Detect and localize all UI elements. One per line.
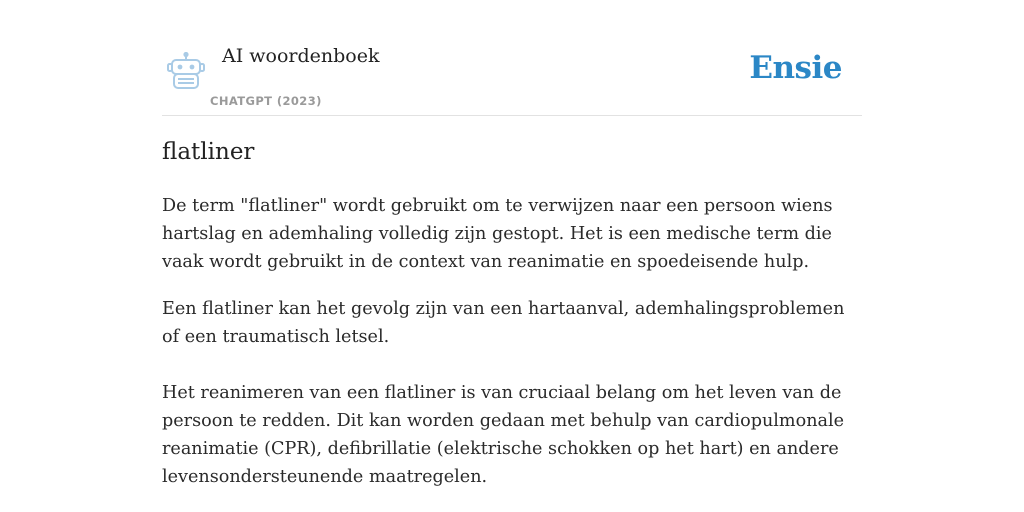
definition-paragraph: Een flatliner kan het gevolg zijn van een hartaanval, ademhalingsproblemen of een traumatisch letsel.	[162, 299, 845, 347]
content-container	[162, 0, 862, 487]
definition-paragraph: De term "flatliner" wordt gebruikt om te verwijzen naar een persoon wiens hartslag en ademhaling volledig zijn gestopt. Het is een medische term die vaak wordt gebruikt in de context van reanimatie en spoedeisende hulp.	[162, 196, 833, 272]
definition-paragraph: Het reanimeren van een flatliner is van cruciaal belang om het leven van de persoon te redden. Dit kan worden gedaan met behulp van cardiopulmonale reanimatie (CPR), defibrillatie (elektrische schokken op het hart) en andere levensondersteunende maatregelen.	[162, 383, 845, 487]
dictionary-header	[162, 0, 862, 116]
robot-icon	[166, 52, 206, 90]
dictionary-title[interactable]: AI woordenboek	[222, 45, 380, 67]
source-label: CHATGPT (2023)	[210, 94, 322, 108]
entry-term: flatliner	[162, 139, 255, 165]
brand-logo[interactable]: Ensie	[749, 50, 842, 86]
